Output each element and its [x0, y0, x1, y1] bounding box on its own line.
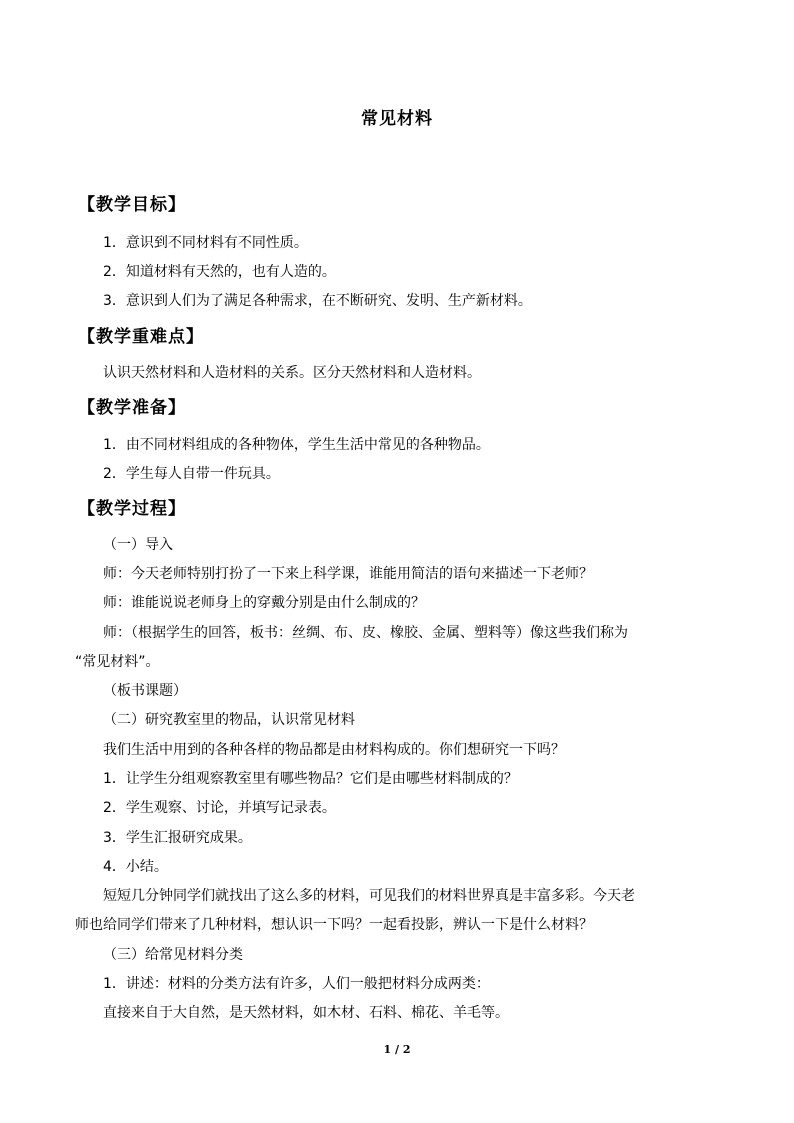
- page-number: 1 / 2: [383, 1043, 411, 1056]
- process-line: 3．学生汇报研究成果。: [103, 830, 252, 846]
- process-line: 2．学生观察、讨论，并填写记录表。: [103, 800, 336, 816]
- page-title: 常见材料: [361, 109, 433, 129]
- section-heading-key-points: 【教学重难点】: [78, 327, 204, 347]
- process-subheading: （三）给常见材料分类: [103, 947, 243, 963]
- process-subheading: （二）研究教室里的物品，认识常见材料: [103, 712, 355, 728]
- key-points-text: 认识天然材料和人造材料的关系。区分天然材料和人造材料。: [103, 365, 481, 381]
- section-heading-process: 【教学过程】: [78, 499, 186, 519]
- process-line: 师：（根据学生的回答，板书：丝绸、布、皮、橡胶、金属、塑料等）像这些我们称为: [103, 625, 628, 641]
- process-line: 师也给同学们带来了几种材料，想认识一下吗？一起看投影，辨认一下是什么材料？: [75, 917, 593, 933]
- process-line: 短短几分钟同学们就找出了这么多的材料，可见我们的材料世界真是丰富多彩。今天老: [103, 888, 635, 904]
- section-heading-preparation: 【教学准备】: [78, 398, 186, 418]
- preparation-item: 2．学生每人自带一件玩具。: [103, 466, 280, 482]
- process-line: 师：今天老师特别打扮了一下来上科学课，谁能用简洁的语句来描述一下老师？: [103, 566, 593, 582]
- process-line: 直接来自于大自然，是天然材料，如木材、石料、棉花、羊毛等。: [103, 1005, 509, 1021]
- objective-item: 3．意识到人们为了满足各种需求，在不断研究、发明、生产新材料。: [103, 293, 532, 309]
- process-line: 师：谁能说说老师身上的穿戴分别是由什么制成的？: [103, 595, 425, 611]
- process-line: 1．让学生分组观察教室里有哪些物品？它们是由哪些材料制成的？: [103, 771, 518, 787]
- process-line: 4．小结。: [103, 859, 168, 875]
- process-line: 1．讲述：材料的分类方法有许多，人们一般把材料分成两类：: [103, 976, 490, 992]
- section-heading-objectives: 【教学目标】: [78, 195, 186, 215]
- objective-item: 2．知道材料有天然的，也有人造的。: [103, 264, 336, 280]
- process-line: 我们生活中用到的各种各样的物品都是由材料构成的。你们想研究一下吗？: [103, 742, 565, 758]
- process-subheading: （一）导入: [103, 537, 173, 553]
- process-line: “常见材料”。: [75, 654, 160, 670]
- objective-item: 1．意识到不同材料有不同性质。: [103, 235, 308, 251]
- preparation-item: 1．由不同材料组成的各种物体，学生生活中常见的各种物品。: [103, 437, 490, 453]
- process-line: （板书课题）: [103, 683, 187, 699]
